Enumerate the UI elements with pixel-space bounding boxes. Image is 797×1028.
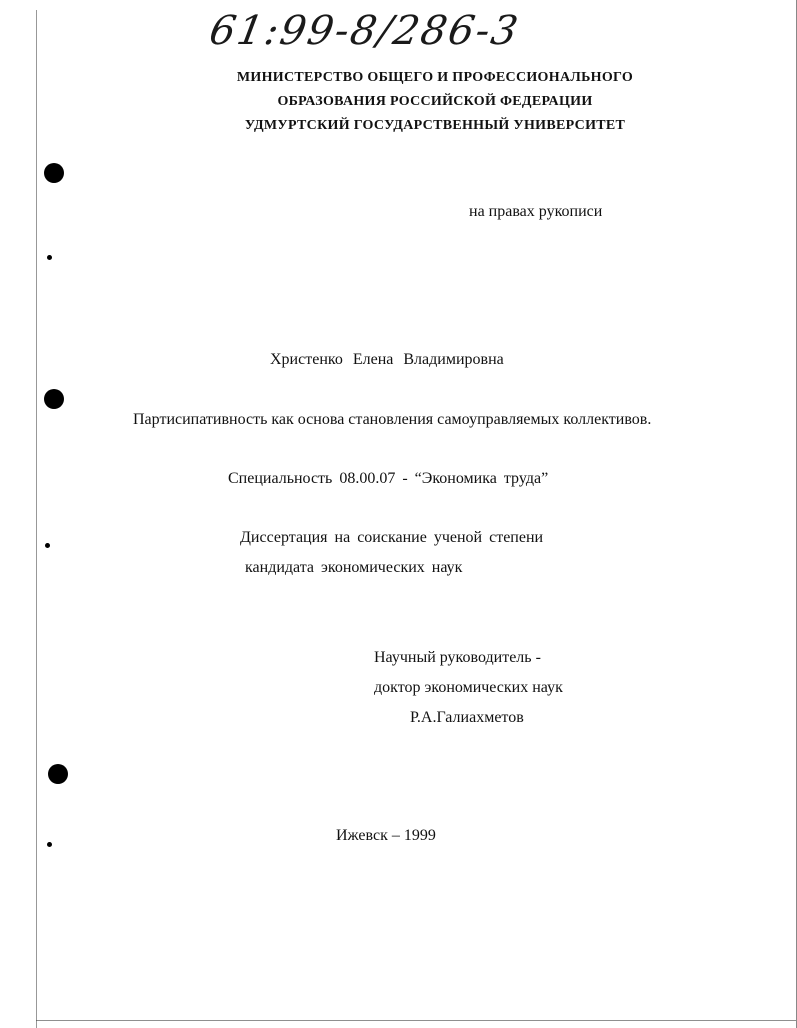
binding-hole-mark (48, 764, 68, 784)
binding-hole-mark (44, 389, 64, 409)
scan-bottom-border (36, 1020, 797, 1021)
university-header: УДМУРТСКИЙ ГОСУДАРСТВЕННЫЙ УНИВЕРСИТЕТ (244, 118, 626, 133)
scan-speck (47, 842, 52, 847)
scan-speck (45, 543, 50, 548)
ministry-header-line2: ОБРАЗОВАНИЯ РОССИЙСКОЙ ФЕДЕРАЦИИ (277, 94, 593, 109)
degree-line2: кандидата экономических наук (245, 559, 463, 576)
handwritten-catalog-code: 61:99-8/286-3 (205, 8, 524, 54)
dissertation-title: Партисипативность как основа становления самоуправляемых коллективов. (133, 411, 652, 428)
binding-hole-mark (44, 163, 64, 183)
city-year: Ижевск – 1999 (336, 827, 436, 844)
supervisor-label: Научный руководитель - (374, 649, 541, 666)
specialty-line: Специальность 08.00.07 - “Экономика труда” (228, 470, 549, 487)
ministry-header-line1: МИНИСТЕРСТВО ОБЩЕГО И ПРОФЕССИОНАЛЬНОГО (236, 70, 634, 85)
author-name: Христенко Елена Владимировна (270, 351, 504, 368)
rights-note: на правах рукописи (469, 203, 603, 220)
scan-speck (47, 255, 52, 260)
supervisor-degree: доктор экономических наук (374, 679, 563, 696)
scan-left-border (36, 10, 37, 1028)
degree-line1: Диссертация на соискание ученой степени (240, 529, 544, 546)
supervisor-name: Р.А.Галиахметов (410, 709, 524, 726)
